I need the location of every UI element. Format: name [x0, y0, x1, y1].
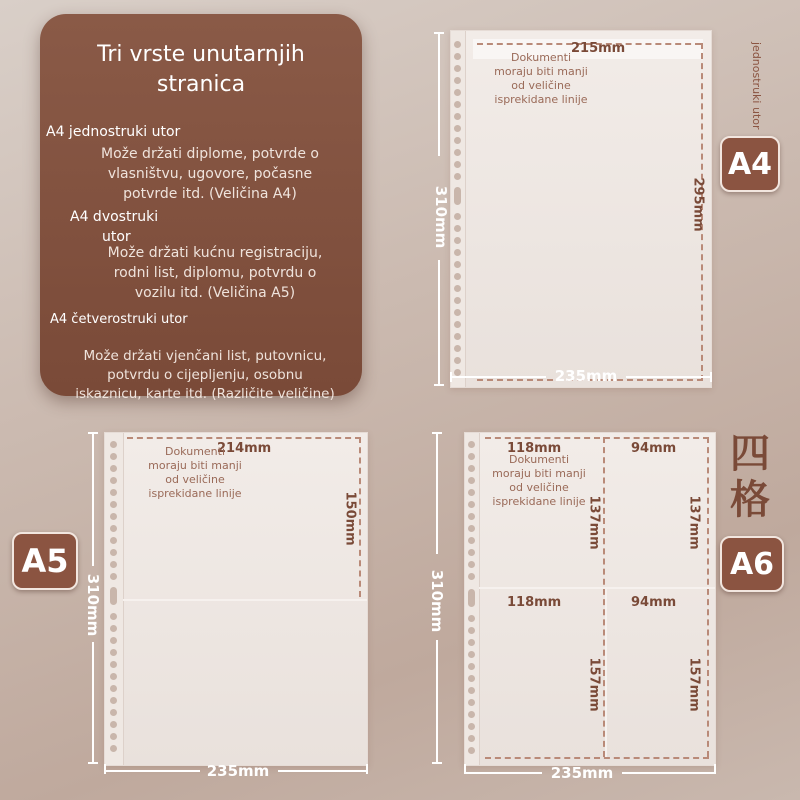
a6-outer-width-label: 235mm	[550, 764, 614, 782]
section-a4-quad-desc: Može držati vjenčani list, putovnicu, potvrdu o cijepljenju, osobnu iskaznicu, karte itd. (Različite veličine)	[75, 348, 335, 402]
a5-dashed-right	[359, 437, 361, 597]
a6-height-tick-bottom	[432, 762, 442, 764]
a5-width-line-right	[278, 770, 366, 772]
a4-width-tick-right	[710, 372, 712, 382]
info-title-line2: stranica	[156, 72, 246, 97]
a4-height-tick-bottom	[434, 384, 444, 386]
section-a4-single-heading: A4 jednostruki utor	[46, 124, 181, 140]
a5-page-diagram	[0, 420, 400, 800]
a6-sheet	[464, 432, 716, 766]
a5-width-line-left	[106, 770, 200, 772]
a6-bottom-right-height-label: 157mm	[686, 657, 702, 712]
a4-size-note: Dokumenti moraju biti manji od veličine isprekidane linije	[494, 51, 588, 106]
a5-dashed-top	[127, 437, 361, 439]
a4-width-line-right	[626, 376, 710, 378]
a4-height-line-upper	[438, 34, 440, 156]
a4-height-line-lower	[438, 260, 440, 384]
a6-top-right-width-label: 94mm	[631, 441, 677, 456]
section-a4-double-heading: A4 dvostruki utor	[70, 209, 159, 245]
a5-inner-width-label: 214mm	[217, 441, 272, 456]
a4-inner-width-label: 215mm	[571, 41, 626, 56]
a6-bottom-left-width-label: 118mm	[507, 595, 562, 610]
a5-height-line-lower	[92, 642, 94, 762]
a5-width-tick-right	[366, 764, 368, 774]
a6-height-line-upper	[436, 434, 438, 554]
a6-bottom-left-height-label: 157mm	[586, 657, 602, 712]
a6-punch-holes	[465, 433, 479, 765]
a6-page-diagram	[420, 420, 800, 800]
a4-punch-holes	[451, 31, 465, 387]
a5-sheet	[104, 432, 368, 766]
a6-dashed-top	[485, 437, 709, 439]
a5-outer-width-label: 235mm	[206, 762, 270, 780]
a5-width-tick-left	[104, 764, 106, 774]
a6-pocket-divider-v	[605, 587, 607, 757]
a6-width-line-left	[466, 772, 542, 774]
a6-dashed-right	[707, 437, 709, 757]
a6-width-line-right	[622, 772, 714, 774]
a6-dashed-bottom	[485, 757, 709, 759]
a5-punch-holes	[107, 433, 121, 765]
a4-sheet	[450, 30, 712, 388]
a6-bottom-right-width-label: 94mm	[631, 595, 677, 610]
a4-inner-height-label: 295mm	[690, 177, 706, 232]
a5-size-note: Dokumenti moraju biti manji od veličine isprekidane linije	[148, 445, 242, 500]
a4-outer-width-label: 235mm	[554, 367, 618, 385]
a6-cjk-label-1: 四	[730, 431, 770, 477]
a6-size-note: Dokumenti moraju biti manji od veličine isprekidane linije	[492, 453, 586, 508]
a6-cjk-label-2: 格	[730, 477, 770, 523]
a5-height-line-upper	[92, 434, 94, 566]
a5-inner-height-label: 150mm	[342, 491, 358, 546]
a4-side-label: jednostruki utor	[750, 42, 763, 130]
a6-height-line-lower	[436, 640, 438, 764]
a6-top-right-height-label: 137mm	[686, 495, 702, 550]
a5-badge: A5	[12, 532, 78, 590]
a4-outer-height-label: 310mm	[432, 185, 450, 249]
a5-height-tick-bottom	[88, 762, 98, 764]
a5-pocket-divider	[123, 599, 367, 601]
a6-top-left-width-label: 118mm	[507, 441, 562, 456]
a4-page-diagram	[432, 28, 800, 398]
a5-outer-height-label: 310mm	[84, 573, 102, 637]
a6-badge: A6	[720, 536, 784, 592]
section-a4-single-desc: Može držati diplome, potvrde o vlasništvu, ugovore, počasne potvrde itd. (Veličina A4)	[101, 146, 319, 202]
info-title-line1: Tri vrste unutarnjih	[97, 42, 305, 67]
a6-outer-height-label: 310mm	[428, 569, 446, 633]
a6-top-left-height-label: 137mm	[586, 495, 602, 550]
section-a4-double-desc: Može držati kućnu registraciju, rodni list, diplomu, potvrdu o vozilu itd. (Veličina A5)	[107, 245, 323, 301]
a4-badge: A4	[720, 136, 780, 192]
section-a4-quad-heading: A4 četverostruki utor	[50, 312, 188, 327]
a6-width-tick-right	[714, 764, 716, 774]
a6-pocket-divider-h	[479, 587, 715, 589]
info-title	[40, 40, 362, 100]
a4-width-line-left	[452, 376, 546, 378]
info-card	[40, 14, 362, 402]
